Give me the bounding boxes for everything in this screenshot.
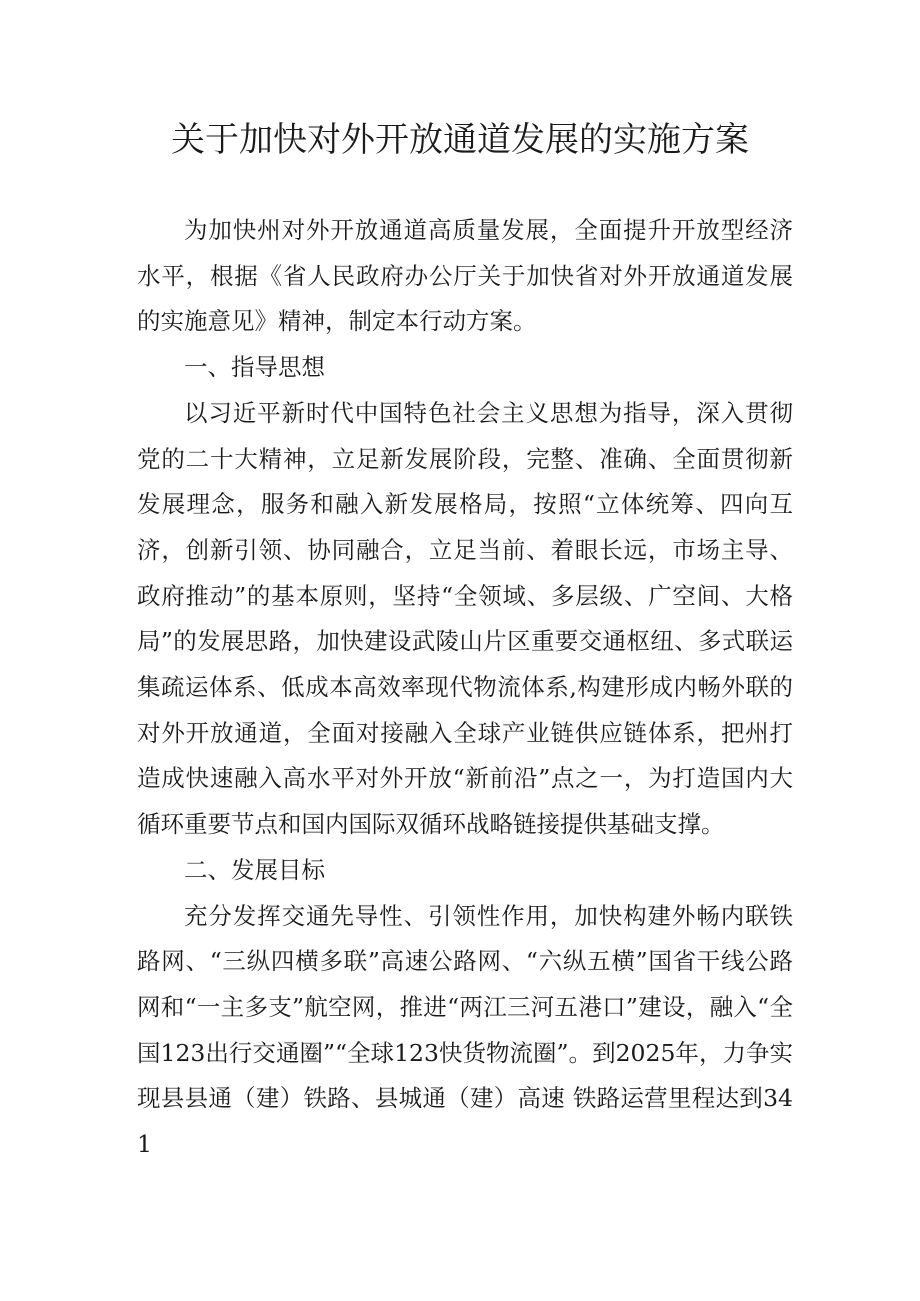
- document-title: 关于加快对外开放通道发展的实施方案: [171, 120, 749, 160]
- document-body: [137, 208, 793, 1168]
- section-heading-development-goals: 二、发展目标: [184, 855, 325, 884]
- section-heading-guiding-thought: 一、指导思想: [184, 353, 325, 382]
- paragraph-intro: 为加快州对外开放通道高质量发展，全面提升开放型经济水平，根据《省人民政府办公厅关于加快省对外开放通道发展的实施意见》精神，制定本行动方案。: [137, 216, 793, 336]
- paragraph-development-goals: 充分发挥交通先导性、引领性作用，加快构建外畅内联铁路网、“三纵四横多联”高速公路网、“六纵五横”国省干线公路网和“一主多支”航空网，推进“两江三河五港口”建设，融入“全国123出行交通圈”“全球123快货物流圈”。到2025年，力争实现县县通（建）铁路、县城通（建）高速 铁路运营里程达到341: [137, 901, 793, 1159]
- paragraph-guiding-thought: 以习近平新时代中国特色社会主义思想为指导，深入贯彻党的二十大精神，立足新发展阶段，完整、准确、全面贯彻新发展理念，服务和融入新发展格局，按照“立体统筹、四向互济，创新引领、协同融合，立足当前、着眼长远，市场主导、政府推动”的基本原则，坚持“全领域、多层级、广空间、大格局”的发展思路，加快建设武陵山片区重要交通枢纽、多式联运集疏运体系、低成本高效率现代物流体系,构建形成内畅外联的对外开放通道，全面对接融入全球产业链供应链体系，把州打造成快速融入高水平对外开放“新前沿”点之一，为打造国内大循环重要节点和国内国际双循环战略链接提供基础支撑。: [137, 398, 793, 839]
